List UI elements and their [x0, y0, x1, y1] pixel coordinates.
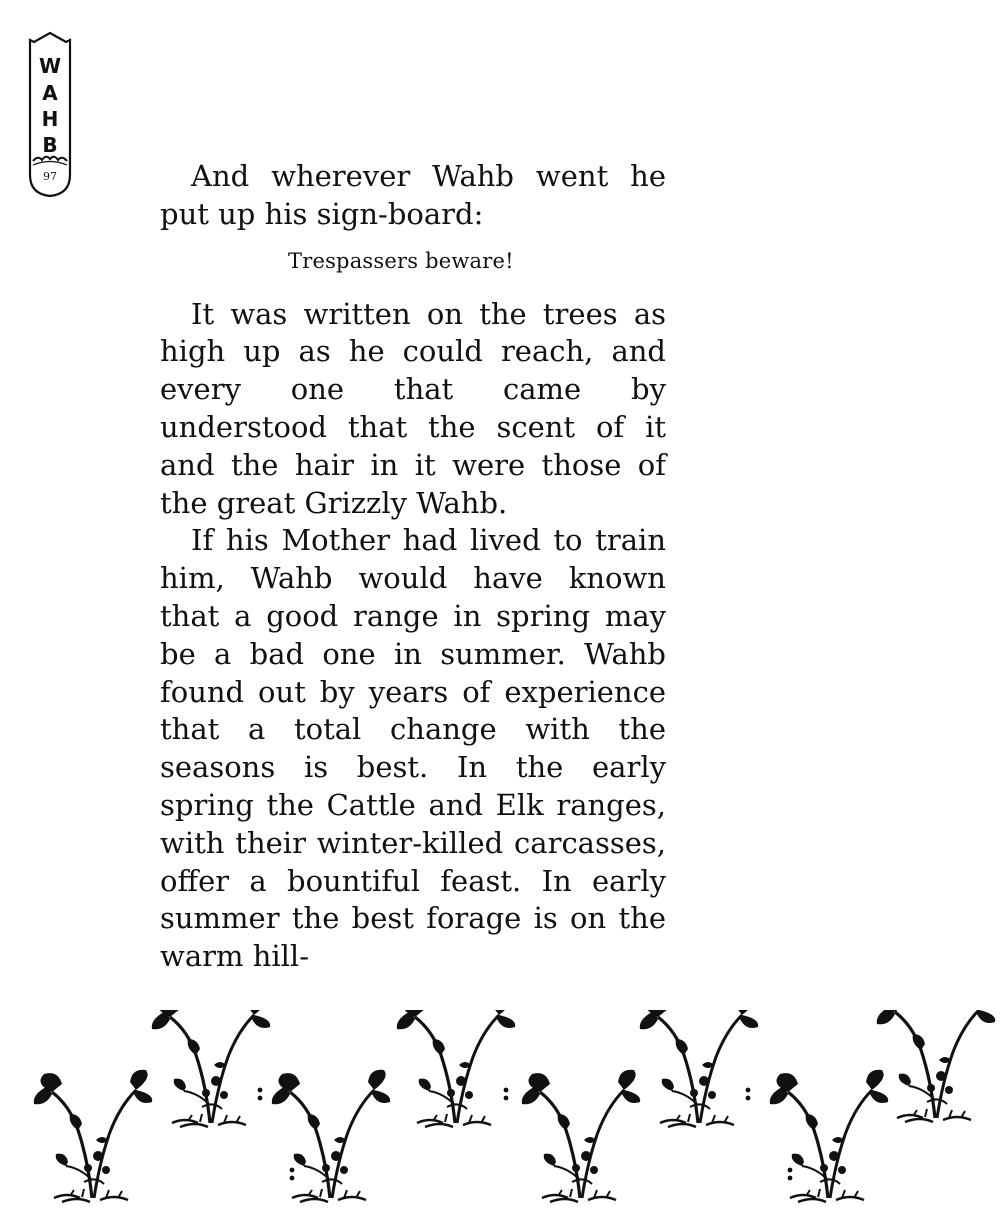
plant-sprig: [770, 1070, 888, 1202]
plant-sprig: [877, 1010, 995, 1122]
emblem-letter-b: B: [42, 133, 58, 157]
plant-sprig: [34, 1070, 152, 1202]
plant-ornament-band: [30, 1010, 1000, 1210]
paragraph-sign-board: And wherever Wahb went he put up his sign-board:: [160, 159, 666, 231]
ornament-dots: [290, 1168, 295, 1181]
plant-sprig: [152, 1010, 270, 1127]
ornament-dots: [504, 1088, 509, 1101]
emblem-letter-w: W: [38, 54, 62, 78]
plant-sprig: [272, 1070, 390, 1202]
emblem-letter-h: H: [41, 107, 59, 131]
paragraph-seasons: If his Mother had lived to train him, Wahb would have known that a good range in spring may be a bad one in summer. Wahb found out by years of experience that a total change with the seasons is best. In the early spring the Cattle and Elk ranges, with their winter-killed carcasses, offer a bountiful feast. In early summer the best forage is on the warm hill-: [160, 523, 666, 974]
page-number: 97: [43, 170, 57, 183]
text-column: [160, 158, 666, 976]
wahb-shield-emblem: [22, 30, 78, 200]
emblem-letter-a: A: [42, 81, 58, 105]
plant-sprig: [522, 1070, 640, 1202]
ornament-dots: [788, 1168, 793, 1181]
paragraph-trees: It was written on the trees as high up as he could reach, and every one that came by understood that the scent of it and the hair in it were those of the great Grizzly Wahb.: [160, 296, 666, 520]
plant-sprig: [640, 1010, 758, 1127]
plant-sprig: [397, 1010, 515, 1127]
ornament-dots: [258, 1088, 263, 1101]
ornament-dots: [746, 1088, 751, 1101]
sign-text: Trespassers beware!: [288, 248, 514, 273]
